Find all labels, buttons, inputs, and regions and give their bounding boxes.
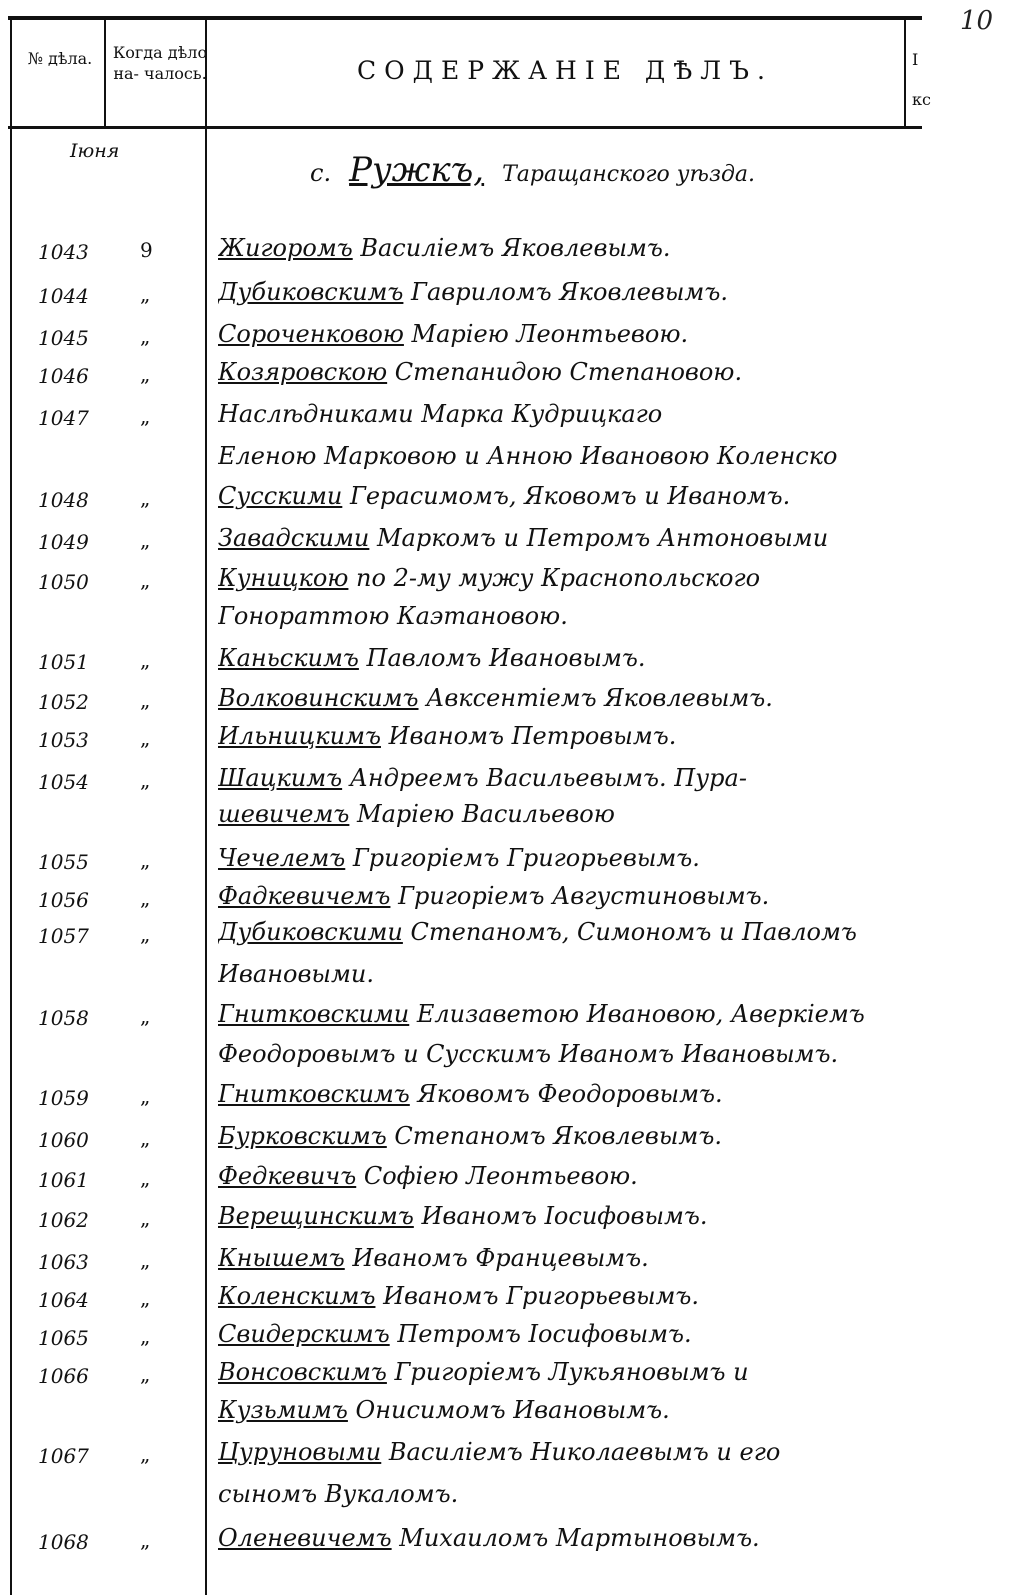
entry-day: „ [140, 1248, 151, 1272]
entry-day: „ [140, 848, 151, 872]
entry-day: „ [140, 726, 151, 750]
entry-details: Марiею Васильевою [349, 800, 615, 828]
entry-text [218, 524, 928, 552]
entry-text [218, 1244, 928, 1272]
entry-number: 1045 [38, 326, 89, 350]
entry-number: 1057 [38, 924, 89, 948]
entry-text [218, 1358, 928, 1386]
entry-day: „ [140, 886, 151, 910]
entry-row [0, 996, 1024, 1036]
entry-row [0, 1036, 1024, 1076]
entry-details: Василiемъ Яковлевымъ. [352, 234, 671, 262]
entry-row [0, 1198, 1024, 1238]
entry-day: „ [140, 568, 151, 592]
entry-surname: Свидерскимъ [218, 1320, 390, 1348]
entry-text [218, 320, 928, 348]
entry-text [218, 644, 928, 672]
entry-day: „ [140, 1362, 151, 1386]
entry-row [0, 438, 1024, 478]
entry-text [218, 234, 928, 262]
entry-row [0, 1434, 1024, 1474]
month-label: Іюня [70, 140, 120, 162]
entry-number: 1051 [38, 650, 89, 674]
entry-row [0, 316, 1024, 356]
entry-number: 1067 [38, 1444, 89, 1468]
entry-surname: Завадскими [218, 524, 370, 552]
entry-number: 1050 [38, 570, 89, 594]
entry-surname: Фадкевичемъ [218, 882, 391, 910]
entry-details: Андреемъ Васильевымъ. Пура- [342, 764, 747, 792]
entry-day: „ [140, 648, 151, 672]
entry-text [218, 482, 928, 510]
entry-surname: Бурковскимъ [218, 1122, 387, 1150]
entry-row [0, 840, 1024, 880]
entry-number: 1053 [38, 728, 89, 752]
entry-row [0, 1076, 1024, 1116]
entry-text [218, 442, 928, 470]
entry-day: „ [140, 486, 151, 510]
header-number-column: № дѣла. [27, 49, 93, 68]
entry-number: 1047 [38, 406, 89, 430]
entry-number: 1068 [38, 1530, 89, 1554]
entry-number: 1044 [38, 284, 89, 308]
entry-number: 1058 [38, 1006, 89, 1030]
entry-day: „ [140, 688, 151, 712]
entry-day: „ [140, 1126, 151, 1150]
entry-surname: шевичемъ [218, 800, 350, 828]
entry-text [218, 722, 928, 750]
entry-number: 1066 [38, 1364, 89, 1388]
entry-surname: Гнитковскимъ [218, 1080, 410, 1108]
entry-text [218, 1438, 928, 1466]
entry-surname: Федкевичъ [218, 1162, 357, 1190]
entry-details: Степаномъ, Симономъ и Павломъ [402, 918, 857, 946]
entry-details: Иваномъ Францевымъ. [344, 1244, 649, 1272]
entry-surname: Кнышемъ [218, 1244, 345, 1272]
entry-surname: Гнитковскими [218, 1000, 410, 1028]
entry-number: 1064 [38, 1288, 89, 1312]
entry-number: 1061 [38, 1168, 89, 1192]
entry-surname: Дубиковскими [218, 918, 403, 946]
entry-row [0, 478, 1024, 518]
entry-text [218, 684, 928, 712]
entry-surname: Шацкимъ [218, 764, 343, 792]
entry-text [218, 800, 928, 828]
entry-text [218, 1122, 928, 1150]
place-name: Ружкъ, [349, 150, 485, 190]
entry-details: Григорiемъ Григорьевымъ. [345, 844, 700, 872]
entry-details: Григорiемъ Августиновымъ. [390, 882, 770, 910]
entry-row [0, 760, 1024, 800]
entry-number: 1060 [38, 1128, 89, 1152]
entry-text [218, 882, 928, 910]
entry-text [218, 278, 928, 306]
entry-text [218, 844, 928, 872]
entry-details: Гонораттою Каэтановою. [218, 602, 568, 630]
entry-row [0, 718, 1024, 758]
entry-text [218, 960, 928, 988]
entry-details: Яковомъ Феодоровымъ. [409, 1080, 723, 1108]
entry-row [0, 878, 1024, 918]
entry-row [0, 1158, 1024, 1198]
entry-text [218, 1282, 928, 1310]
entry-text [218, 358, 928, 386]
entry-details: Иваномъ Іосифовымъ. [413, 1202, 708, 1230]
entry-details: Григорiемъ Лукьяновымъ и [386, 1358, 749, 1386]
entry-number: 1046 [38, 364, 89, 388]
place-heading [310, 150, 755, 190]
entry-number: 1052 [38, 690, 89, 714]
entry-row [0, 1354, 1024, 1394]
entry-number: 1059 [38, 1086, 89, 1110]
entry-surname: Сусскими [218, 482, 343, 510]
entry-row [0, 1392, 1024, 1432]
entry-number: 1048 [38, 488, 89, 512]
entry-surname: Дубиковскимъ [218, 278, 404, 306]
entry-surname: Кузьмимъ [218, 1396, 348, 1424]
entry-surname: Ильницкимъ [218, 722, 381, 750]
entry-number: 1062 [38, 1208, 89, 1232]
entry-surname: Оленевичемъ [218, 1524, 392, 1552]
entry-number: 1056 [38, 888, 89, 912]
entry-details: Гавриломъ Яковлевымъ. [403, 278, 728, 306]
entry-text [218, 1524, 928, 1552]
column-divider-number [104, 18, 106, 128]
entry-row [0, 1240, 1024, 1280]
entry-row [0, 230, 1024, 270]
entry-row [0, 796, 1024, 836]
entry-row [0, 560, 1024, 600]
header-bottom-rule [8, 126, 922, 129]
entry-surname: Каньскимъ [218, 644, 359, 672]
entry-day: 9 [140, 238, 153, 262]
entry-day: „ [140, 1166, 151, 1190]
entry-number: 1043 [38, 240, 89, 264]
entry-details: Еленою Марковою и Анною Ивановою Коленско [218, 442, 838, 470]
entry-number: 1063 [38, 1250, 89, 1274]
entry-surname: Коленскимъ [218, 1282, 376, 1310]
entry-surname: Козяровскою [218, 358, 388, 386]
entry-number: 1049 [38, 530, 89, 554]
entry-details: Иваномъ Петровымъ. [380, 722, 677, 750]
entry-details: Иваномъ Григорьевымъ. [375, 1282, 700, 1310]
entry-surname: Верещинскимъ [218, 1202, 414, 1230]
entry-day: „ [140, 362, 151, 386]
entry-details: Михаиломъ Мартыновымъ. [391, 1524, 760, 1552]
entry-day: „ [140, 1286, 151, 1310]
header-began-column: Когда дѣло на- чалось. [112, 43, 208, 83]
entry-text [218, 918, 928, 946]
entry-details: Софiею Леонтьевою. [356, 1162, 638, 1190]
entry-day: „ [140, 282, 151, 306]
entry-row [0, 1476, 1024, 1516]
entry-text [218, 1396, 928, 1424]
entry-row [0, 598, 1024, 638]
column-divider-content [904, 18, 906, 128]
entry-details: Феодоровымъ и Сусскимъ Иваномъ Ивановымъ. [218, 1040, 839, 1068]
entry-number: 1054 [38, 770, 89, 794]
entry-details: Герасимомъ, Яковомъ и Иваномъ. [342, 482, 791, 510]
entry-text [218, 1480, 928, 1508]
entry-text [218, 564, 928, 592]
entry-day: „ [140, 1528, 151, 1552]
entry-details: Василiемъ Николаевымъ и его [381, 1438, 781, 1466]
place-district: Таращанского уѣзда. [502, 162, 756, 187]
entry-row [0, 1118, 1024, 1158]
entry-row [0, 914, 1024, 954]
entry-day: „ [140, 528, 151, 552]
entry-day: „ [140, 1324, 151, 1348]
top-rule [8, 16, 922, 20]
entry-surname: Жигоромъ [218, 234, 353, 262]
entry-details: сыномъ Вукаломъ. [218, 1480, 459, 1508]
entry-row [0, 640, 1024, 680]
entry-day: „ [140, 1206, 151, 1230]
entry-text [218, 1080, 928, 1108]
entry-details: Елизаветою Ивановою, Аверкiемъ [409, 1000, 865, 1028]
entry-text [218, 764, 928, 792]
entry-details: Онисимомъ Ивановымъ. [347, 1396, 670, 1424]
entry-number: 1065 [38, 1326, 89, 1350]
entry-details: Степанидою Степановою. [387, 358, 743, 386]
entry-row [0, 520, 1024, 560]
entry-row [0, 956, 1024, 996]
entry-row [0, 680, 1024, 720]
entry-day: „ [140, 404, 151, 428]
entry-row [0, 274, 1024, 314]
entry-details: Маркомъ и Петромъ Антоновыми [369, 524, 829, 552]
entry-text [218, 1320, 928, 1348]
header-cut-column: I кс [912, 50, 931, 109]
entry-details: Наслѣдниками Марка Кудрицкаго [218, 400, 663, 428]
entry-day: „ [140, 768, 151, 792]
entry-text [218, 602, 928, 630]
entry-day: „ [140, 922, 151, 946]
entry-details: по 2-му мужу Краснопольского [348, 564, 761, 592]
entry-text [218, 400, 928, 428]
entry-text [218, 1040, 928, 1068]
entry-row [0, 1520, 1024, 1560]
entry-day: „ [140, 1004, 151, 1028]
entry-row [0, 354, 1024, 394]
entry-number: 1055 [38, 850, 89, 874]
entry-day: „ [140, 324, 151, 348]
entry-surname: Вонсовскимъ [218, 1358, 387, 1386]
entry-details: Петромъ Іосифовымъ. [389, 1320, 692, 1348]
entry-surname: Куницкою [218, 564, 349, 592]
entry-text [218, 1202, 928, 1230]
entry-surname: Сороченковою [218, 320, 404, 348]
place-prefix: с. [310, 159, 332, 187]
entry-details: Степаномъ Яковлевымъ. [386, 1122, 722, 1150]
entry-surname: Цуруновыми [218, 1438, 382, 1466]
entry-day: „ [140, 1442, 151, 1466]
entry-day: „ [140, 1084, 151, 1108]
entry-details: Авксентiемъ Яковлевымъ. [418, 684, 773, 712]
entry-surname: Волковинскимъ [218, 684, 419, 712]
page-number: 10 [960, 6, 994, 36]
entry-surname: Чечелемъ [218, 844, 346, 872]
entry-text [218, 1000, 928, 1028]
header-content-column: СОДЕРЖАНIЕ ДѢЛЪ. [357, 56, 773, 85]
entry-row [0, 1278, 1024, 1318]
entry-details: Ивановыми. [218, 960, 374, 988]
entry-text [218, 1162, 928, 1190]
entry-row [0, 1316, 1024, 1356]
entry-details: Марiею Леонтьевою. [403, 320, 689, 348]
entry-details: Павломъ Ивановымъ. [358, 644, 646, 672]
entry-row [0, 396, 1024, 436]
